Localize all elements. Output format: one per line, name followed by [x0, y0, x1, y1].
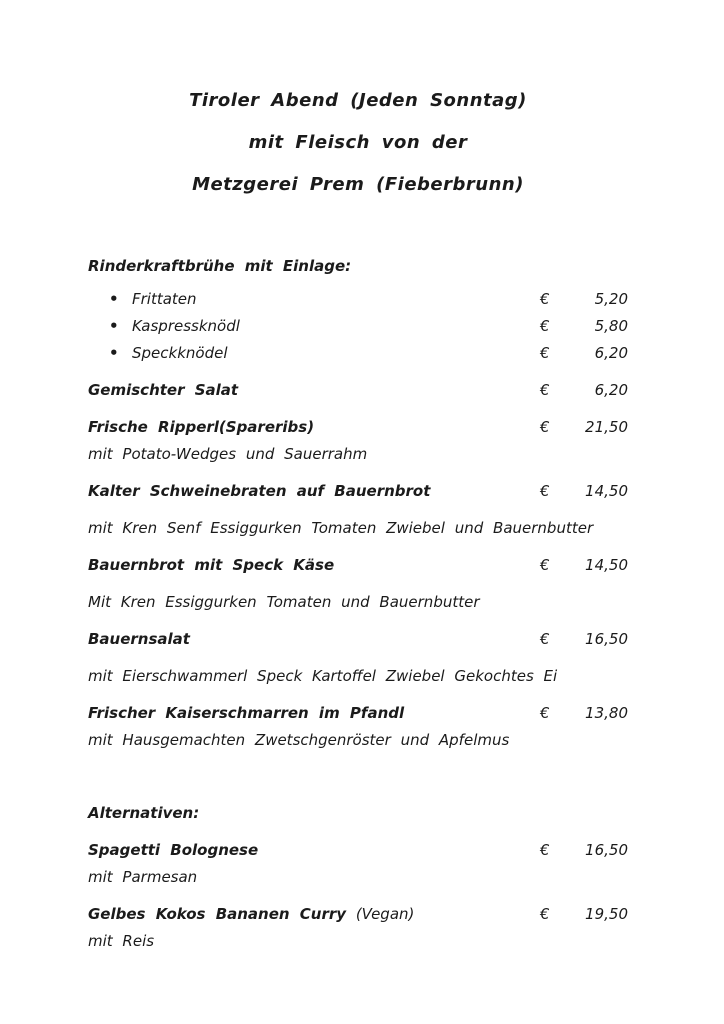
menu-item-description: mit Parmesan: [88, 868, 198, 886]
price-group: [540, 837, 628, 864]
menu-item-name: Frischer Kaiserschmarren im Pfandl: [88, 704, 405, 722]
currency-symbol: €: [540, 841, 550, 859]
menu-item-description: Mit Kren Essiggurken Tomaten und Bauernbutter: [88, 593, 480, 611]
menu-item-row: [88, 377, 628, 404]
menu-item-price: 14,50: [585, 482, 628, 500]
currency-symbol: €: [540, 905, 550, 923]
currency-symbol: €: [540, 556, 550, 574]
price-group: [540, 313, 628, 340]
menu-item-name-suffix: (Vegan): [346, 905, 415, 923]
menu-item-row: [88, 626, 628, 653]
menu-item-name: Gemischter Salat: [88, 381, 239, 399]
menu-item-price: 16,50: [585, 630, 628, 648]
alternatives-section-header: Alternativen:: [88, 804, 200, 822]
menu-item-description: mit Kren Senf Essiggurken Tomaten Zwiebel und Bauernbutter: [88, 519, 594, 537]
price-group: [540, 552, 628, 579]
menu-item-price: 13,80: [585, 704, 628, 722]
soup-item-row: [88, 286, 628, 313]
menu-item-row: [88, 700, 628, 727]
price-group: [540, 286, 628, 313]
menu-item-price: 21,50: [585, 418, 628, 436]
currency-symbol: €: [540, 630, 550, 648]
soup-item-price: 6,20: [594, 344, 628, 362]
menu-item-row: [88, 837, 628, 864]
soup-item-price: 5,20: [594, 290, 628, 308]
price-group: [540, 414, 628, 441]
menu-item-price: 14,50: [585, 556, 628, 574]
soup-item-name: • Kaspressknödl: [88, 313, 540, 340]
menu-item-name: Gelbes Kokos Bananen Curry (Vegan): [88, 905, 415, 923]
menu-item-description: mit Potato-Wedges und Sauerrahm: [88, 445, 368, 463]
soup-section-header: Rinderkraftbrühe mit Einlage:: [88, 257, 352, 275]
menu-item-name: Spagetti Bolognese: [88, 841, 259, 859]
menu-title: Tiroler Abend (Jeden Sonntag): [189, 90, 527, 111]
menu-item-name: Frische Ripperl(Spareribs): [88, 418, 315, 436]
menu-item-name: Kalter Schweinebraten auf Bauernbrot: [88, 482, 431, 500]
price-group: [540, 901, 628, 928]
menu-item-price: 16,50: [585, 841, 628, 859]
price-group: [540, 340, 628, 367]
menu-subtitle-2: Metzgerei Prem (Fieberbrunn): [192, 174, 524, 195]
price-group: [540, 700, 628, 727]
price-group: [540, 377, 628, 404]
menu-item-row: [88, 901, 628, 928]
price-group: [540, 478, 628, 505]
currency-symbol: €: [540, 381, 550, 399]
currency-symbol: €: [540, 317, 550, 335]
menu-item-name: Bauernsalat: [88, 630, 190, 648]
soup-item-name: • Speckknödel: [88, 340, 540, 367]
menu-item-description: mit Hausgemachten Zwetschgenröster und Apfelmus: [88, 731, 510, 749]
menu-item-price: 6,20: [594, 381, 628, 399]
currency-symbol: €: [540, 418, 550, 436]
menu-item-price: 19,50: [585, 905, 628, 923]
soup-item-name: • Frittaten: [88, 286, 540, 313]
currency-symbol: €: [540, 290, 550, 308]
menu-item-row: [88, 414, 628, 441]
currency-symbol: €: [540, 704, 550, 722]
menu-item-row: [88, 552, 628, 579]
menu-subtitle-1: mit Fleisch von der: [248, 132, 468, 153]
currency-symbol: €: [540, 482, 550, 500]
currency-symbol: €: [540, 344, 550, 362]
menu-item-description: mit Reis: [88, 932, 155, 950]
soup-item-price: 5,80: [594, 317, 628, 335]
menu-item-description: mit Eierschwammerl Speck Kartoffel Zwiebel Gekochtes Ei: [88, 667, 558, 685]
menu-title-block: [88, 0, 628, 206]
soup-item-row: [88, 313, 628, 340]
menu-item-row: [88, 478, 628, 505]
menu-item-name: Bauernbrot mit Speck Käse: [88, 556, 335, 574]
soup-item-row: [88, 340, 628, 367]
price-group: [540, 626, 628, 653]
